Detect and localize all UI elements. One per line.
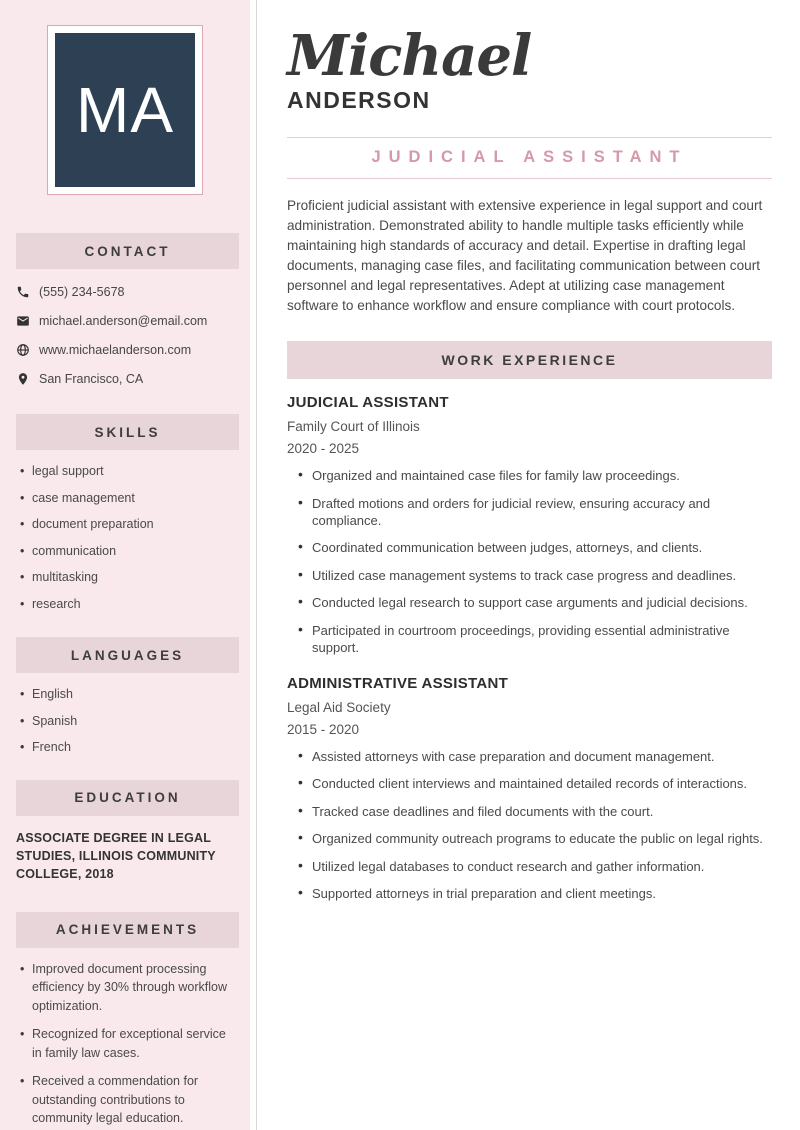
language-item: • English <box>32 685 236 704</box>
email-icon <box>16 314 30 328</box>
education-section-header: EDUCATION <box>16 780 239 816</box>
contact-email[interactable]: michael.anderson@email.com <box>39 314 208 328</box>
professional-summary: Proficient judicial assistant with extensive experience in legal support and court administration. Demonstrated ability to handle multiple tasks efficiently while maintaining high standards of accuracy and detail. Expertise in drafting legal documents, managing case files, and facilitating communication between court personnel and legal representatives. Adept at utilizing case management software to enhance workflow and ensure compliance with court protocols. <box>287 198 763 313</box>
language-item: • Spanish <box>32 712 236 731</box>
headline-title: JUDICIAL ASSISTANT <box>371 148 688 166</box>
monogram-frame <box>47 25 203 195</box>
achievement-item: • Improved document processing efficiency by 30% through workflow optimization. <box>32 960 236 1016</box>
contact-website[interactable]: www.michaelanderson.com <box>39 343 192 357</box>
skill-item: • research <box>32 595 236 614</box>
job-bullet: • Coordinated communication between judges, attorneys, and clients. <box>312 539 772 556</box>
job-bullet: • Organized community outreach programs to educate the public on legal rights. <box>312 830 772 847</box>
column-divider <box>256 0 257 1130</box>
language-item: • French <box>32 738 236 757</box>
job-bullet: • Tracked case deadlines and filed documents with the court. <box>312 803 772 820</box>
monogram-initials: MA <box>76 74 174 146</box>
job-title: ADMINISTRATIVE ASSISTANT <box>287 674 509 692</box>
skill-item: • document preparation <box>32 515 236 534</box>
contact-row-phone <box>16 284 239 300</box>
job-company: Family Court of Illinois <box>287 419 420 434</box>
first-name: Michael <box>287 23 532 89</box>
job-bullet-list <box>287 467 772 656</box>
job-bullet: • Supported attorneys in trial preparation and client meetings. <box>312 885 772 902</box>
achievements-list <box>0 960 250 1128</box>
job-bullet: • Conducted client interviews and maintained detailed records of interactions. <box>312 775 772 792</box>
phone-icon <box>16 285 30 299</box>
skill-item: • communication <box>32 542 236 561</box>
contact-row-website <box>16 342 239 358</box>
job-dates: 2020 - 2025 <box>287 441 360 456</box>
job-bullet: • Conducted legal research to support case arguments and judicial decisions. <box>312 594 772 611</box>
languages-section-header: LANGUAGES <box>16 637 239 673</box>
skill-item: • multitasking <box>32 568 236 587</box>
contact-location: San Francisco, CA <box>39 372 144 386</box>
languages-list <box>0 685 250 757</box>
sidebar <box>0 0 250 1130</box>
location-icon <box>16 372 30 386</box>
achievement-item: • Received a commendation for outstanding contributions to community legal education. <box>32 1072 236 1128</box>
contact-phone: (555) 234-5678 <box>39 285 125 299</box>
skill-item: • case management <box>32 489 236 508</box>
job-bullet: • Utilized legal databases to conduct research and gather information. <box>312 858 772 875</box>
contact-list <box>16 284 239 387</box>
achievements-section-header: ACHIEVEMENTS <box>16 912 239 948</box>
contact-row-location <box>16 371 239 387</box>
education-degree: ASSOCIATE DEGREE IN LEGAL STUDIES, ILLINOIS COMMUNITY COLLEGE, 2018 <box>16 830 216 881</box>
job-dates: 2015 - 2020 <box>287 721 360 737</box>
resume-main <box>287 0 772 913</box>
job-bullet: • Assisted attorneys with case preparation and document management. <box>312 748 772 765</box>
work-experience-header: WORK EXPERIENCE <box>287 341 772 379</box>
last-name: ANDERSON <box>287 87 431 113</box>
contact-row-email <box>16 313 239 329</box>
contact-section-header: CONTACT <box>16 233 239 269</box>
job-entry <box>287 675 772 903</box>
job-bullet: • Participated in courtroom proceedings, providing essential administrative support. <box>312 622 772 656</box>
job-company: Legal Aid Society <box>287 699 391 715</box>
job-entry <box>287 394 772 656</box>
job-bullet: • Drafted motions and orders for judicial review, ensuring accuracy and compliance. <box>312 495 772 529</box>
job-bullet-list <box>287 748 772 903</box>
achievement-item: • Recognized for exceptional service in family law cases. <box>32 1025 236 1062</box>
skills-section-header: SKILLS <box>16 414 239 450</box>
monogram-box <box>55 33 195 187</box>
headline-block <box>287 137 772 179</box>
job-title: JUDICIAL ASSISTANT <box>287 394 449 411</box>
job-bullet: • Organized and maintained case files for family law proceedings. <box>312 467 772 484</box>
job-bullet: • Utilized case management systems to track case progress and deadlines. <box>312 567 772 584</box>
skill-item: • legal support <box>32 462 236 481</box>
skills-list <box>0 462 250 613</box>
globe-icon <box>16 343 30 357</box>
